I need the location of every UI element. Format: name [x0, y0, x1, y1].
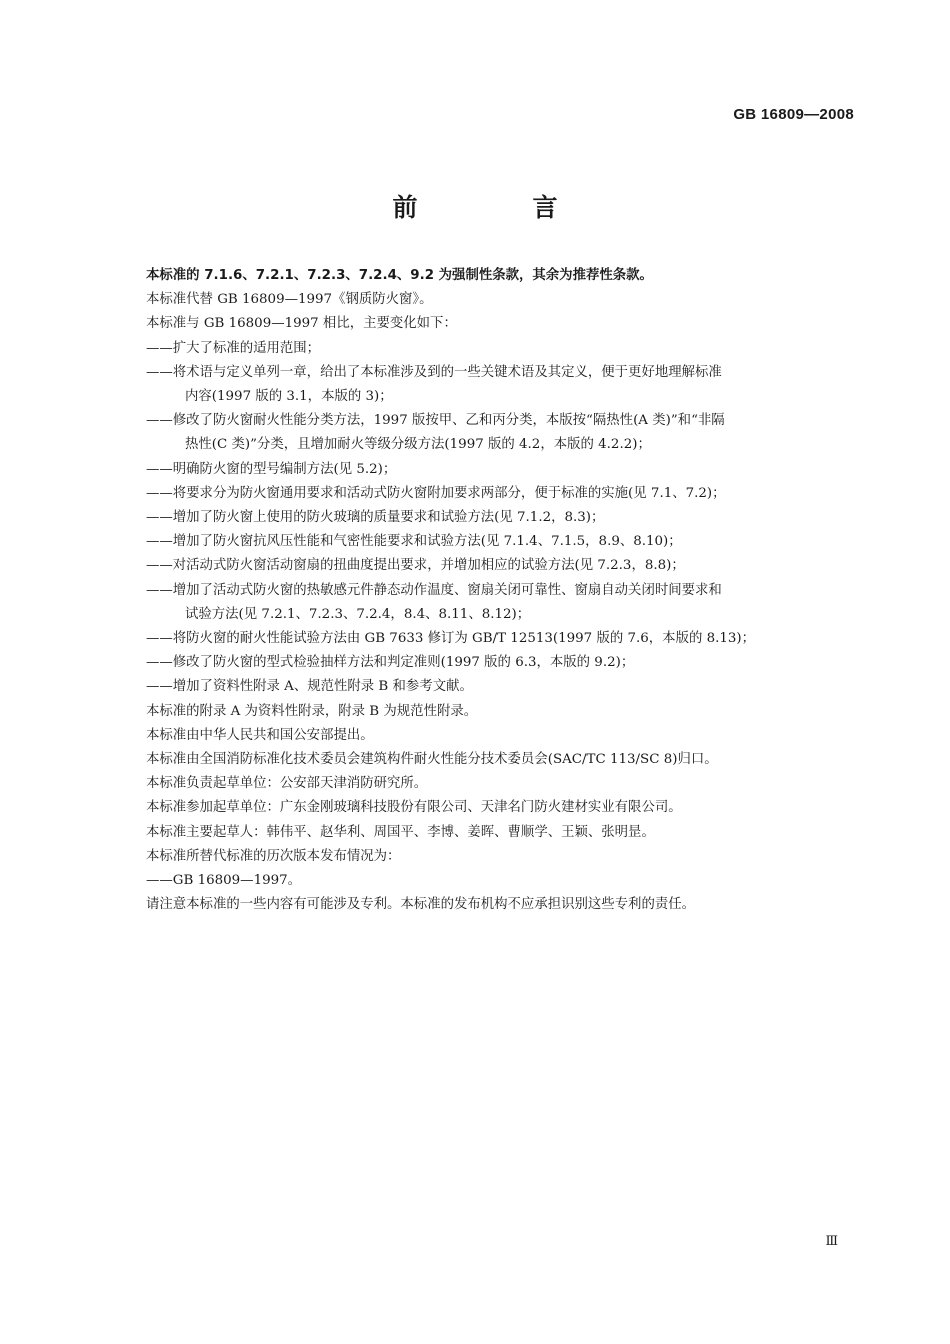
change-item	[146, 651, 866, 675]
change-item-text: ——修改了防火窗的型式检验抽样方法和判定准则(1997 版的 6.3，本版的 9.2)；	[146, 655, 635, 671]
page-title: 前 言	[392, 193, 603, 222]
change-item-text: ——明确防火窗的型号编制方法(见 5.2)；	[146, 461, 397, 477]
change-item-text: ——增加了活动式防火窗的热敏感元件静态动作温度、窗扇关闭可靠性、窗扇自动关闭时间要求和	[146, 582, 722, 598]
proposer-statement: 本标准由中华人民共和国公安部提出。	[146, 727, 374, 743]
change-item	[146, 627, 866, 651]
change-item-text: ——扩大了标准的适用范围；	[146, 340, 321, 356]
change-item	[146, 361, 866, 409]
document-body	[146, 264, 866, 917]
change-item	[146, 530, 866, 554]
change-item-text: ——将防火窗的耐火性能试验方法由 GB 7633 修订为 GB/T 12513(1997 版的 7.6，本版的 8.13)；	[146, 631, 756, 647]
version-history-text: ——GB 16809—1997。	[146, 873, 302, 889]
change-item	[146, 579, 866, 627]
mandatory-clause-statement: 本标准的 7.1.6、7.2.1、7.2.3、7.2.4、9.2 为强制性条款，其余为推荐性条款。	[146, 268, 653, 283]
change-item-text: ——增加了防火窗上使用的防火玻璃的质量要求和试验方法(见 7.1.2，8.3)；	[146, 510, 605, 526]
change-item	[146, 506, 866, 530]
standard-code: GB 16809—2008	[733, 106, 854, 123]
main-drafters-statement: 本标准主要起草人：韩伟平、赵华利、周国平、李博、姜晖、曹顺学、王颖、张明昰。	[146, 824, 655, 840]
version-history-intro: 本标准所替代标准的历次版本发布情况为：	[146, 848, 401, 864]
change-item-text: ——增加了防火窗抗风压性能和气密性能要求和试验方法(见 7.1.4、7.1.5，8.9、8.10)；	[146, 534, 682, 550]
change-item-continuation: 热性(C 类)”分类，且增加耐火等级分级方法(1997 版的 4.2，本版的 4.2.2)；	[185, 437, 651, 453]
replaces-statement: 本标准代替 GB 16809—1997《钢质防火窗》。	[146, 292, 433, 308]
change-item-continuation: 试验方法(见 7.2.1、7.2.3、7.2.4，8.4、8.11、8.12)；	[185, 606, 531, 622]
lead-drafter-statement: 本标准负责起草单位：公安部天津消防研究所。	[146, 776, 428, 792]
change-item	[146, 337, 866, 361]
change-item	[146, 409, 866, 457]
change-item	[146, 554, 866, 578]
appendix-statement: 本标准的附录 A 为资料性附录，附录 B 为规范性附录。	[146, 703, 478, 719]
participating-drafters-statement: 本标准参加起草单位：广东金刚玻璃科技股份有限公司、天津名门防火建材实业有限公司。	[146, 800, 682, 816]
change-item	[146, 458, 866, 482]
changes-intro: 本标准与 GB 16809—1997 相比，主要变化如下：	[146, 316, 457, 332]
change-item-continuation: 内容(1997 版的 3.1，本版的 3)；	[185, 389, 393, 405]
change-item	[146, 675, 866, 699]
page-number: Ⅲ	[825, 1234, 838, 1249]
change-item-text: ——将要求分为防火窗通用要求和活动式防火窗附加要求两部分，便于标准的实施(见 7.1、7.2)；	[146, 485, 726, 501]
change-item-text: ——将术语与定义单列一章，给出了本标准涉及到的一些关键术语及其定义，便于更好地理解标准	[146, 364, 722, 380]
change-item	[146, 482, 866, 506]
technical-committee-statement: 本标准由全国消防标准化技术委员会建筑构件耐火性能分技术委员会(SAC/TC 113/SC 8)归口。	[146, 752, 718, 768]
patent-notice: 请注意本标准的一些内容有可能涉及专利。本标准的发布机构不应承担识别这些专利的责任。	[146, 897, 696, 913]
change-item-text: ——增加了资料性附录 A、规范性附录 B 和参考文献。	[146, 679, 473, 695]
change-item-text: ——对活动式防火窗活动窗扇的扭曲度提出要求，并增加相应的试验方法(见 7.2.3，8.8)；	[146, 558, 685, 574]
version-history-item	[146, 869, 866, 893]
change-item-text: ——修改了防火窗耐火性能分类方法，1997 版按甲、乙和丙分类，本版按“隔热性(A 类)”和“非隔	[146, 413, 725, 429]
